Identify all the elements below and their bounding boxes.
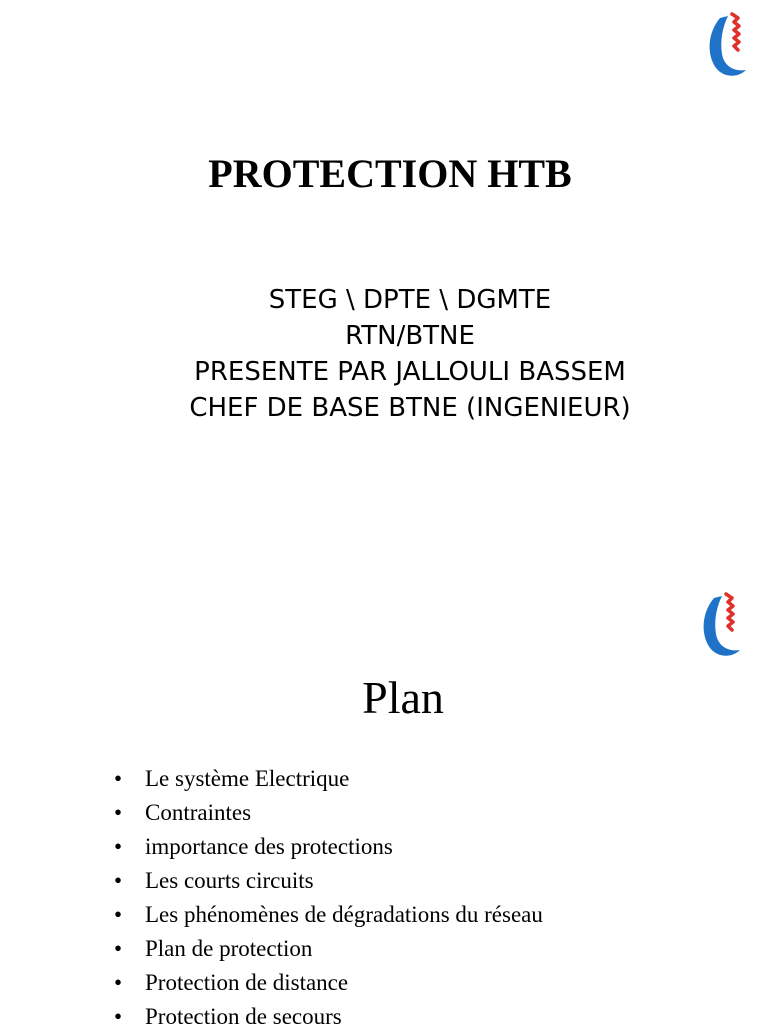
list-item-text: importance des protections [145,834,393,859]
bullet-icon: • [114,1004,123,1024]
list-item-text: Le système Electrique [145,766,350,791]
steg-logo-icon [706,10,750,82]
list-item-text: Protection de distance [145,970,349,995]
bullet-icon: • [114,766,123,791]
list-item-text: Contraintes [145,800,252,825]
list-item [114,830,543,864]
bullet-icon: • [114,902,123,927]
list-item-text: Protection de secours [145,1004,342,1024]
list-item [114,864,543,898]
list-item-text: Les courts circuits [145,868,314,893]
list-item [114,762,543,796]
list-item [114,932,543,966]
bullet-icon: • [114,834,123,859]
bullet-icon: • [114,868,123,893]
steg-logo-icon [700,590,744,662]
slide-subtitle [0,282,768,426]
list-item-text: Les phénomènes de dégradations du réseau [145,902,543,927]
plan-slide [0,580,768,1024]
subtitle-line: STEG \ DPTE \ DGMTE [268,285,552,315]
list-item [114,898,543,932]
subtitle-line: CHEF DE BASE BTNE (INGENIEUR) [189,393,631,423]
bullet-icon: • [114,800,123,825]
subtitle-line: RTN/BTNE [345,321,475,351]
bullet-icon: • [114,936,123,961]
slide-title: PROTECTION HTB [208,151,572,196]
list-item [114,1000,543,1024]
plan-list [114,762,543,1024]
subtitle-line: PRESENTE PAR JALLOULI BASSEM [194,357,626,387]
list-item [114,966,543,1000]
list-item-text: Plan de protection [145,936,313,961]
bullet-icon: • [114,970,123,995]
plan-title: Plan [362,672,444,723]
list-item [114,796,543,830]
